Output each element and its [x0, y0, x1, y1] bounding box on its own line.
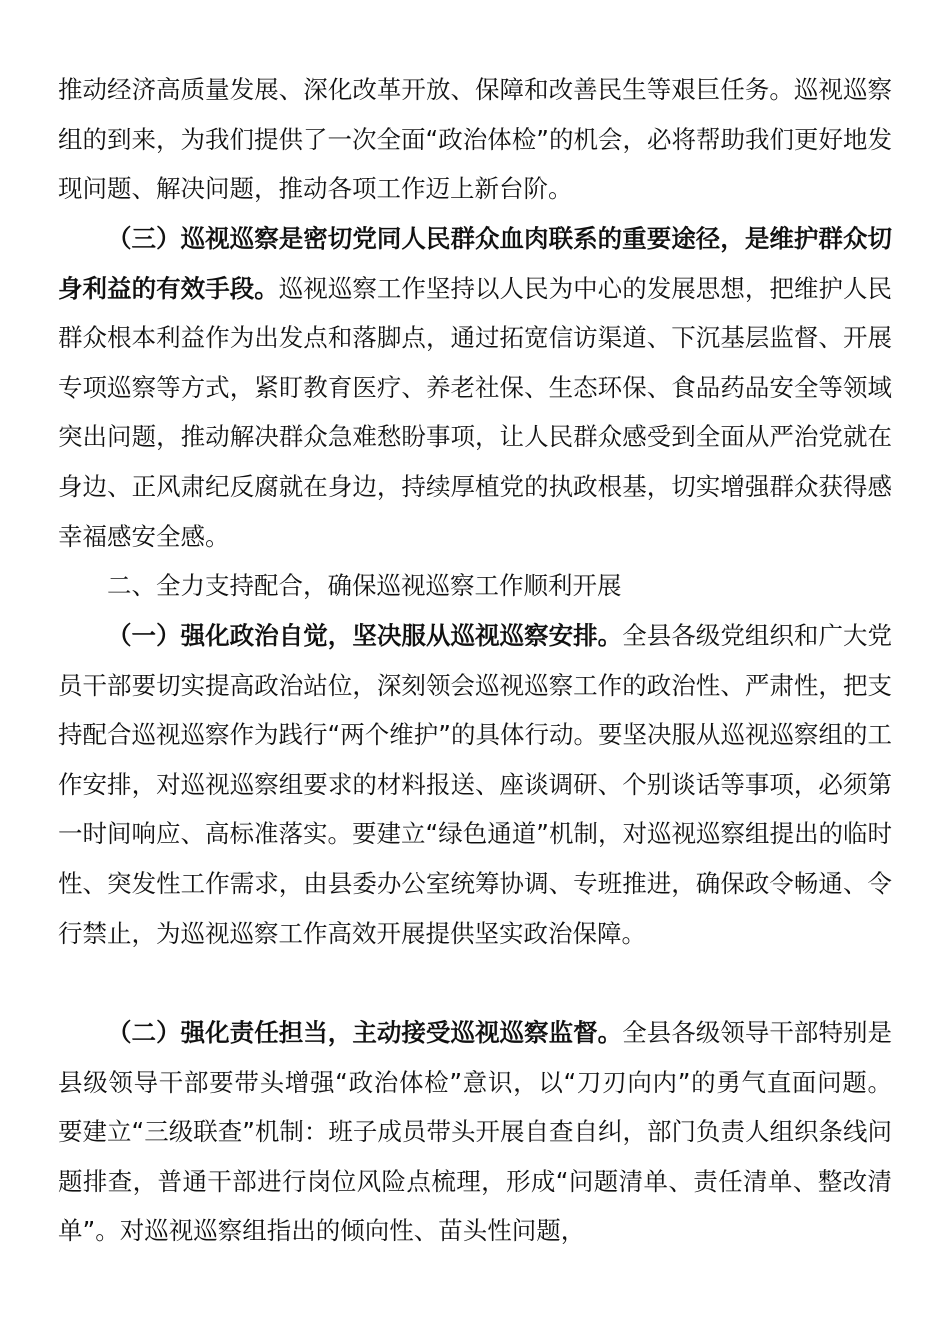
section-heading-bold: （一）强化政治自觉，坚决服从巡视巡察安排。 — [107, 621, 623, 650]
paragraph-section-1 — [58, 611, 892, 958]
paragraph-section-3 — [58, 214, 892, 561]
paragraph-text: 推动经济高质量发展、深化改革开放、保障和改善民生等艰巨任务。巡视巡察组的到来，为我们提供了一次全面“政治体检”的机会，必将帮助我们更好地发现问题、解决问题，推动各项工作迈上新台阶。 — [58, 75, 892, 204]
paragraph-text: 巡视巡察工作坚持以人民为中心的发展思想，把维护人民群众根本利益作为出发点和落脚点，通过拓宽信访渠道、下沉基层监督、开展专项巡察等方式，紧盯教育医疗、养老社保、生态环保、食品药品安全等领域突出问题，推动解决群众急难愁盼事项，让人民群众感受到全面从严治党就在身边、正风肃纪反腐就在身边，持续厚植党的执政根基，切实增强群众获得感幸福感安全感。 — [58, 273, 893, 551]
paragraph-section-2 — [58, 1008, 892, 1256]
paragraph-text: 全县各级领导干部特别是县级领导干部要带头增强“政治体检”意识，以“刀刃向内”的勇气直面问题。要建立“三级联查”机制：班子成员带头开展自查自纠，部门负责人组织条线问题排查，普通干部进行岗位风险点梳理，形成“问题清单、责任清单、整改清单”。对巡视巡察组指出的倾向性、苗头性问题， — [58, 1018, 893, 1246]
chapter-heading: 二、全力支持配合，确保巡视巡察工作顺利开展 — [107, 571, 622, 600]
section-heading-bold: （二）强化责任担当，主动接受巡视巡察监督。 — [107, 1018, 623, 1047]
paragraph-text: 全县各级党组织和广大党员干部要切实提高政治站位，深刻领会巡视巡察工作的政治性、严肃性，把支持配合巡视巡察作为践行“两个维护”的具体行动。要坚决服从巡视巡察组的工作安排，对巡视巡察组要求的材料报送、座谈调研、个别谈话等事项，必须第一时间响应、高标准落实。要建立“绿色通道”机制，对巡视巡察组提出的临时性、突发性工作需求，由县委办公室统筹协调、专班推进，确保政令畅通、令行禁止，为巡视巡察工作高效开展提供坚实政治保障。 — [58, 621, 893, 948]
section-heading-bold: （三）巡视巡察是密切党同人民群众血肉联系的重要途径，是维护群众切身利益的有效手段。 — [58, 224, 892, 303]
paragraph-continuation — [58, 65, 892, 214]
